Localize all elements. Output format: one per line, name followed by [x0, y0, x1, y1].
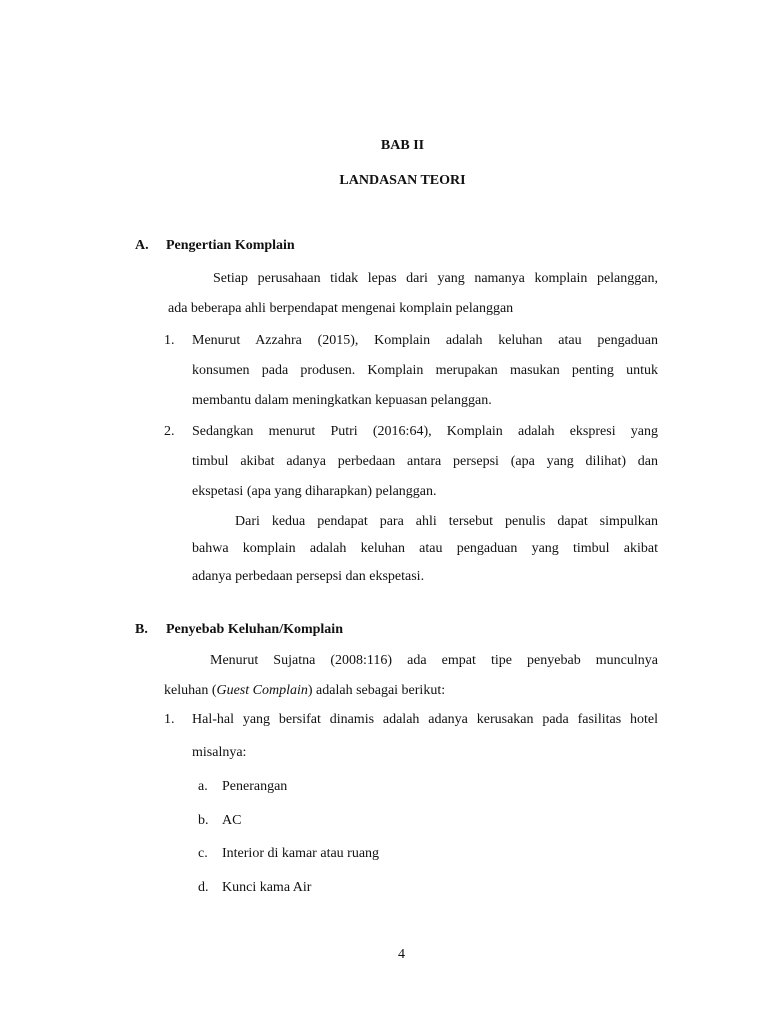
- section-a-conclusion-line-3: adanya perbedaan persepsi dan ekspetasi.: [192, 569, 425, 584]
- page-number: 4: [398, 947, 405, 962]
- section-a-intro-line1: Setiap perusahaan tidak lepas dari yang namanya komplain pelanggan,: [213, 271, 658, 286]
- section-a-intro-line2: ada beberapa ahli berpendapat mengenai komplain pelanggan: [168, 301, 514, 316]
- section-b-intro-pre: keluhan (: [164, 683, 217, 698]
- section-a-item-1-line-2: konsumen pada produsen. Komplain merupakan masukan penting untuk: [192, 363, 658, 378]
- section-a-item-1-marker: 1.: [164, 333, 175, 348]
- section-a-item-2-line-1: Sedangkan menurut Putri (2016:64), Komplain adalah ekspresi yang: [192, 424, 658, 439]
- chapter-title: LANDASAN TEORI: [339, 173, 466, 188]
- section-a-item-1-line-1: Menurut Azzahra (2015), Komplain adalah keluhan atau pengaduan: [192, 333, 658, 348]
- section-b-item-1-line-2: misalnya:: [192, 745, 247, 760]
- section-b-intro-post: ) adalah sebagai berikut:: [307, 683, 446, 698]
- sublist-item-d: Kunci kama Air: [222, 880, 312, 895]
- section-a-item-2-line-2: timbul akibat adanya perbedaan antara persepsi (apa yang dilihat) dan: [192, 454, 658, 469]
- sublist-item-b: AC: [222, 813, 242, 828]
- section-b-intro-em: Guest Complain: [216, 683, 308, 698]
- section-b-item-1-line-1: Hal-hal yang bersifat dinamis adalah adanya kerusakan pada fasilitas hotel: [192, 712, 658, 727]
- sublist-marker-d: d.: [198, 880, 209, 895]
- sublist-item-c: Interior di kamar atau ruang: [222, 846, 380, 861]
- section-b-marker: B.: [135, 622, 148, 637]
- chapter-label: BAB II: [380, 138, 425, 153]
- section-b-intro-line2: [164, 684, 445, 698]
- section-a-conclusion-line-2: bahwa komplain adalah keluhan atau pengaduan yang timbul akibat: [192, 541, 658, 556]
- sublist-item-a: Penerangan: [222, 779, 288, 794]
- sublist-marker-b: b.: [198, 813, 209, 828]
- section-a-conclusion-line-1: Dari kedua pendapat para ahli tersebut penulis dapat simpulkan: [235, 514, 658, 529]
- section-a-item-1-line-3: membantu dalam meningkatkan kepuasan pelanggan.: [192, 393, 492, 408]
- section-b-intro-line1: Menurut Sujatna (2008:116) ada empat tipe penyebab munculnya: [210, 653, 658, 668]
- sublist-marker-a: a.: [198, 779, 208, 794]
- section-b-item-1-marker: 1.: [164, 712, 175, 727]
- section-b-heading: Penyebab Keluhan/Komplain: [166, 622, 343, 637]
- section-a-item-2-marker: 2.: [164, 424, 175, 439]
- section-a-marker: A.: [135, 238, 149, 253]
- sublist-marker-c: c.: [198, 846, 208, 861]
- section-a-heading: Pengertian Komplain: [166, 238, 295, 253]
- section-a-item-2-line-3: ekspetasi (apa yang diharapkan) pelanggan.: [192, 484, 437, 499]
